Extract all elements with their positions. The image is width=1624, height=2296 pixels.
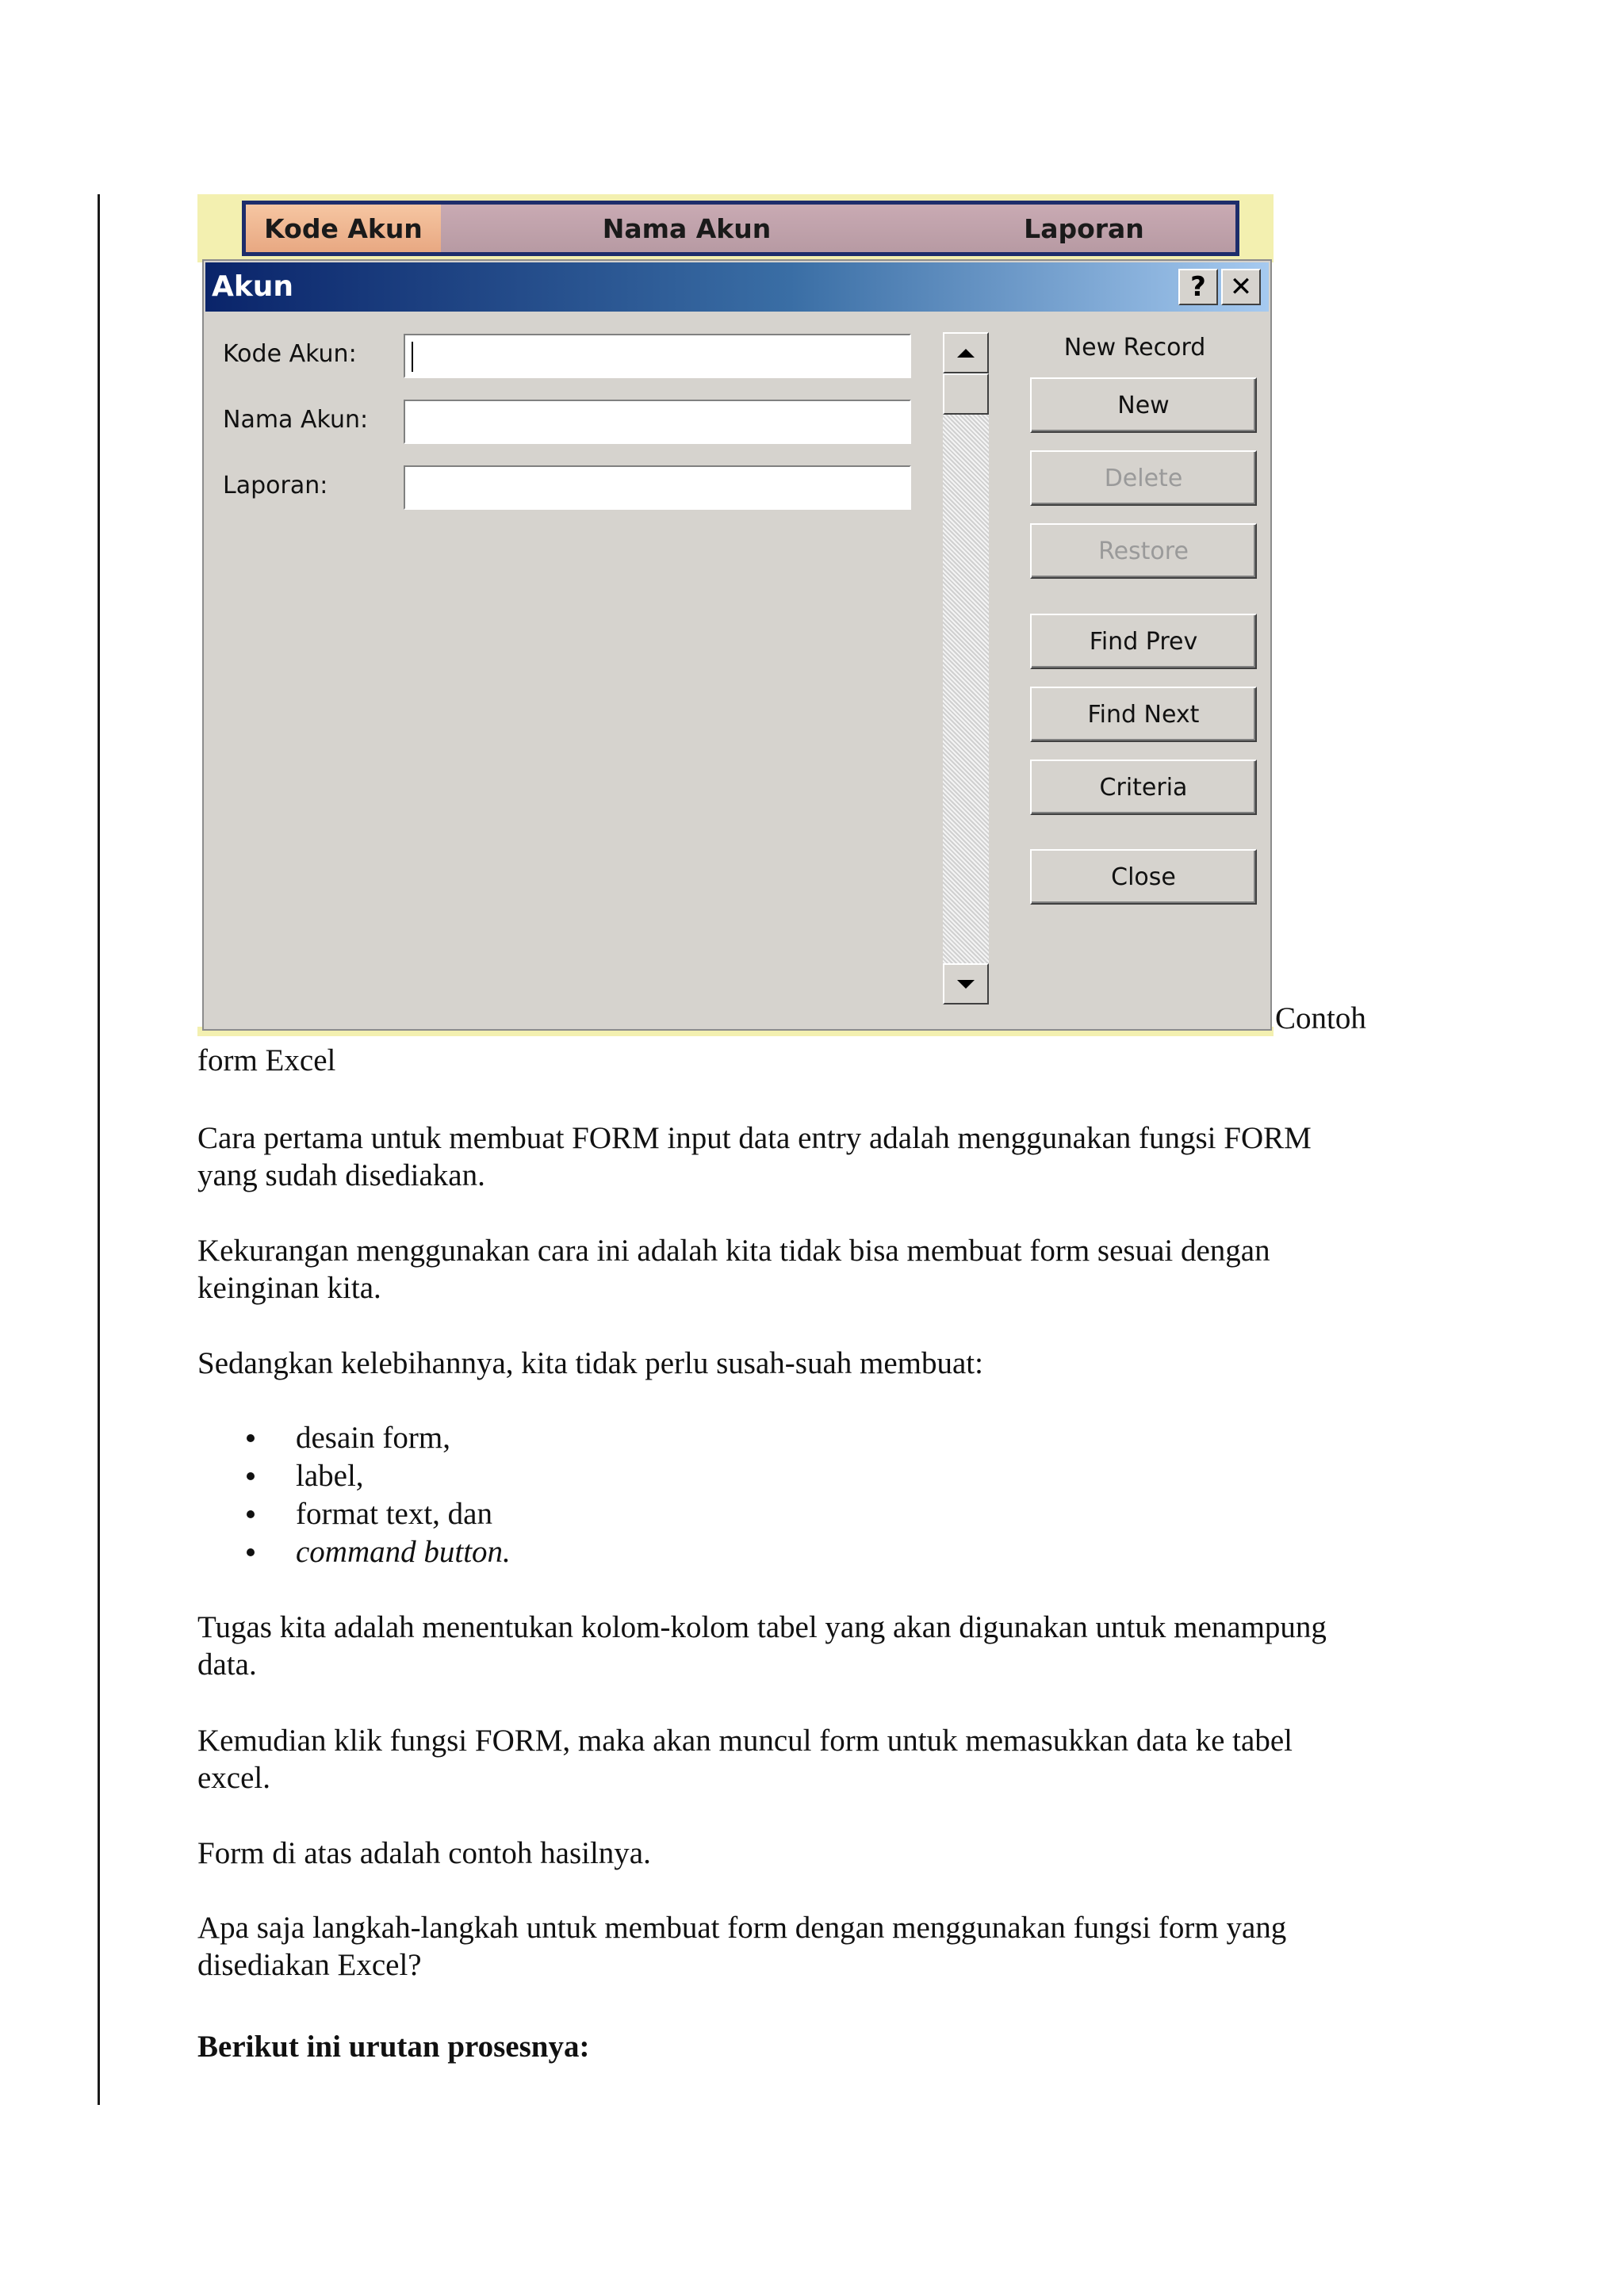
figure-caption-part1: Contoh: [1275, 1001, 1366, 1035]
scroll-up-button[interactable]: [943, 332, 989, 373]
list-item: label,: [197, 1457, 511, 1495]
paragraph-2-line-1: Kekurangan menggunakan cara ini adalah kita tidak bisa membuat form sesuai dengan: [197, 1234, 1270, 1268]
feature-list: [197, 1419, 511, 1571]
column-header-kode-akun[interactable]: Kode Akun: [246, 205, 441, 252]
bullet-icon: [247, 1548, 255, 1556]
arrow-down-icon: [957, 980, 975, 989]
bullet-icon: [247, 1510, 255, 1518]
paragraph-5-line-2: excel.: [197, 1761, 271, 1795]
close-button[interactable]: Close: [1030, 849, 1257, 905]
bullet-icon: [247, 1434, 255, 1442]
list-item: format text, dan: [197, 1495, 511, 1533]
new-button[interactable]: New: [1030, 377, 1257, 433]
list-item: command button.: [197, 1533, 511, 1571]
page-margin-rule: [98, 194, 100, 2105]
dialog-title: Akun: [212, 270, 294, 303]
field-label-kode-akun: Kode Akun:: [223, 340, 357, 368]
paragraph-1-line-1: Cara pertama untuk membuat FORM input data entry adalah menggunakan fungsi FORM: [197, 1121, 1312, 1155]
paragraph-7-line-2: disediakan Excel?: [197, 1948, 422, 1982]
paragraph-7-line-1: Apa saja langkah-langkah untuk membuat form dengan menggunakan fungsi form yang: [197, 1911, 1287, 1945]
paragraph-4-line-2: data.: [197, 1647, 257, 1682]
field-label-nama-akun: Nama Akun:: [223, 406, 369, 434]
help-icon[interactable]: ?: [1178, 269, 1218, 305]
data-form-dialog: [202, 259, 1272, 1031]
laporan-input[interactable]: [404, 465, 911, 510]
paragraph-3: Sedangkan kelebihannya, kita tidak perlu susah-suah membuat:: [197, 1346, 983, 1380]
table-header-strip: [242, 201, 1239, 256]
figure-caption-part2: form Excel: [197, 1043, 336, 1077]
text-caret: [412, 342, 413, 372]
arrow-up-icon: [957, 349, 975, 358]
restore-button[interactable]: Restore: [1030, 523, 1257, 579]
section-heading: Berikut ini urutan prosesnya:: [197, 2030, 590, 2064]
list-item: desain form,: [197, 1419, 511, 1457]
scroll-thumb[interactable]: [943, 373, 989, 415]
nama-akun-input[interactable]: [404, 400, 911, 444]
kode-akun-input[interactable]: [404, 334, 911, 378]
paragraph-6: Form di atas adalah contoh hasilnya.: [197, 1836, 651, 1870]
column-header-nama-akun[interactable]: Nama Akun: [441, 205, 933, 252]
record-scrollbar[interactable]: [943, 332, 989, 1004]
paragraph-1-line-2: yang sudah disediakan.: [197, 1158, 485, 1192]
excel-form-screenshot: [197, 194, 1274, 1036]
paragraph-2-line-2: keinginan kita.: [197, 1271, 381, 1305]
find-next-button[interactable]: Find Next: [1030, 687, 1257, 742]
dialog-titlebar[interactable]: [205, 262, 1269, 312]
find-prev-button[interactable]: Find Prev: [1030, 614, 1257, 669]
criteria-button[interactable]: Criteria: [1030, 760, 1257, 815]
scroll-down-button[interactable]: [943, 963, 989, 1004]
delete-button[interactable]: Delete: [1030, 450, 1257, 506]
record-status: New Record: [1063, 334, 1206, 362]
paragraph-5-line-1: Kemudian klik fungsi FORM, maka akan muncul form untuk memasukkan data ke tabel: [197, 1724, 1293, 1758]
paragraph-4-line-1: Tugas kita adalah menentukan kolom-kolom tabel yang akan digunakan untuk menampung: [197, 1610, 1327, 1644]
column-header-laporan[interactable]: Laporan: [933, 205, 1235, 252]
close-icon[interactable]: ✕: [1221, 269, 1261, 305]
bullet-icon: [247, 1472, 255, 1480]
field-label-laporan: Laporan:: [223, 472, 328, 499]
